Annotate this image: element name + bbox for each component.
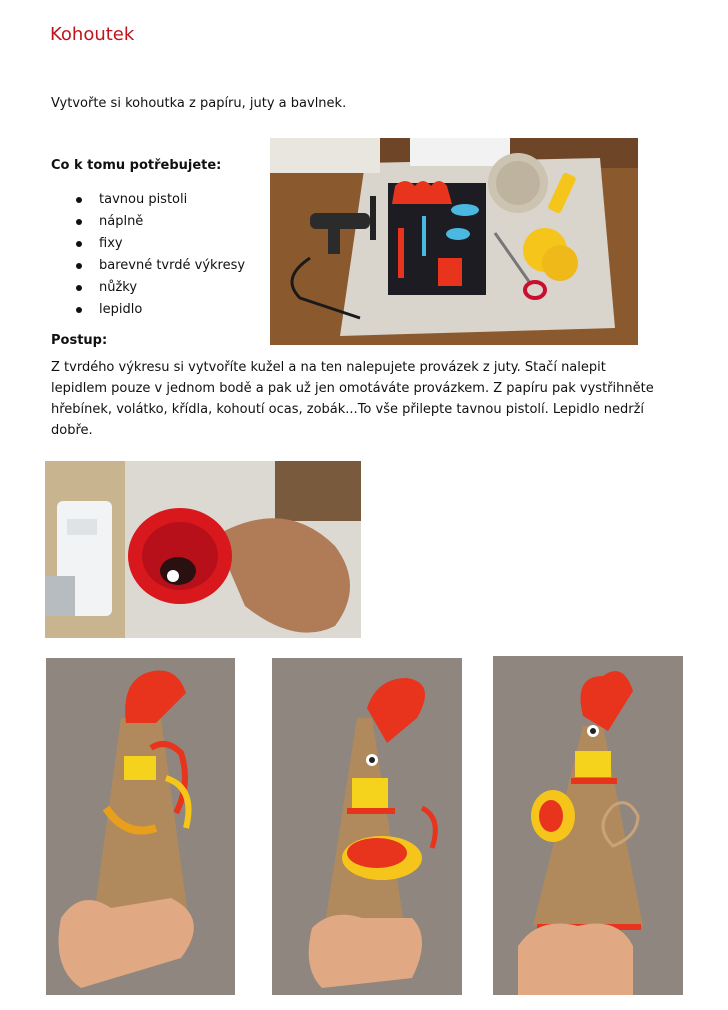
list-item: nůžky xyxy=(76,277,245,299)
page-title: Kohoutek xyxy=(50,24,135,45)
list-item: náplně xyxy=(76,211,245,233)
list-item: lepidlo xyxy=(76,299,245,321)
list-item: tavnou pistoli xyxy=(76,189,245,211)
rooster-photo-1 xyxy=(46,658,235,995)
list-item: fixy xyxy=(76,233,245,255)
materials-photo xyxy=(270,138,638,345)
materials-list xyxy=(76,189,245,321)
materials-heading: Co k tomu potřebujete: xyxy=(51,158,222,173)
list-item: barevné tvrdé výkresy xyxy=(76,255,245,277)
cone-photo xyxy=(45,461,361,638)
intro-text: Vytvořte si kohoutka z papíru, juty a bavlnek. xyxy=(51,96,347,111)
rooster-photo-2 xyxy=(272,658,462,995)
procedure-heading: Postup: xyxy=(51,333,108,348)
rooster-photo-3 xyxy=(493,656,683,995)
procedure-text: Z tvrdého výkresu si vytvoříte kužel a na ten nalepujete provázek z juty. Stačí nalepit lepidlem pouze v jednom bodě a pak už jen omotáváte provázkem. Z papíru pak vystřihněte hřebínek, volátko, křídla, kohoutí ocas, zobák...To vše přilepte tavnou pistolí. Lepidlo nedrží dobře. xyxy=(51,360,654,438)
